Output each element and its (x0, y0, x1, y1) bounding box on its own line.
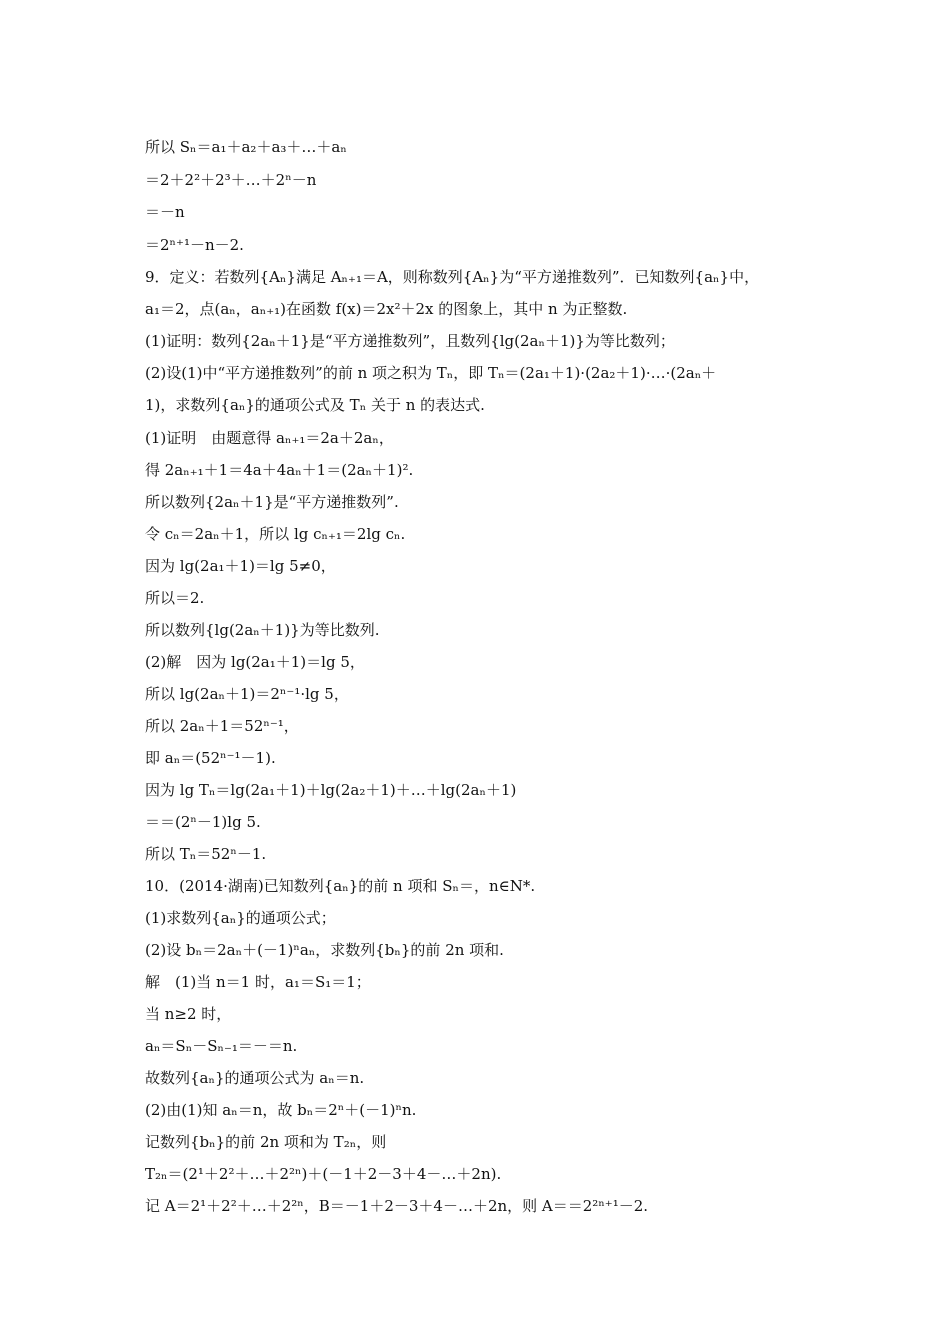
text-line: 当 n≥2 时， (145, 1005, 232, 1023)
text-line: 1)，求数列{aₙ}的通项公式及 Tₙ 关于 n 的表达式. (145, 396, 485, 414)
text-line: (2)由(1)知 aₙ＝n，故 bₙ＝2ⁿ＋(－1)ⁿn. (145, 1101, 417, 1119)
text-line: 故数列{aₙ}的通项公式为 aₙ＝n. (145, 1069, 365, 1087)
text-line: 所以 lg(2aₙ＋1)＝2ⁿ⁻¹·lg 5， (145, 685, 349, 703)
text-line: 得 2aₙ₊₁＋1＝4a＋4aₙ＋1＝(2aₙ＋1)². (145, 461, 414, 479)
text-line: T₂ₙ＝(2¹＋2²＋…＋2²ⁿ)＋(－1＋2－3＋4－…＋2n). (145, 1165, 502, 1183)
text-line: 因为 lg Tₙ＝lg(2a₁＋1)＋lg(2a₂＋1)＋…＋lg(2aₙ＋1) (145, 781, 517, 799)
text-line: (1)求数列{aₙ}的通项公式； (145, 909, 336, 927)
text-line: (2)设 bₙ＝2aₙ＋(－1)ⁿaₙ，求数列{bₙ}的前 2n 项和. (145, 941, 504, 959)
text-line: a₁＝2，点(aₙ，aₙ₊₁)在函数 f(x)＝2x²＋2x 的图象上，其中 n 为正整数. (145, 300, 628, 318)
problem-9-statement: 9．定义：若数列{Aₙ}满足 Aₙ₊₁＝A，则称数列{Aₙ}为“平方递推数列”．已知数列{aₙ}中， (145, 268, 760, 286)
text-line: (1)证明：数列{2aₙ＋1}是“平方递推数列”，且数列{lg(2aₙ＋1)}为等比数列； (145, 332, 675, 350)
text-line: (2)设(1)中“平方递推数列”的前 n 项之积为 Tₙ，即 Tₙ＝(2a₁＋1)·(2a₂＋1)·…·(2aₙ＋ (145, 364, 717, 382)
text-line: 令 cₙ＝2aₙ＋1，所以 lg cₙ₊₁＝2lg cₙ. (145, 525, 406, 543)
text-line: 所以＝2. (145, 589, 205, 607)
problem-10-statement: 10．(2014·湖南)已知数列{aₙ}的前 n 项和 Sₙ＝，n∈N*. (145, 877, 536, 895)
text-line: 记 A＝2¹＋2²＋…＋2²ⁿ，B＝－1＋2－3＋4－…＋2n，则 A＝＝2²ⁿ⁺¹－2. (145, 1197, 649, 1215)
text-line: 因为 lg(2a₁＋1)＝lg 5≠0， (145, 557, 336, 575)
text-line: ＝2＋2²＋2³＋…＋2ⁿ－n (145, 171, 317, 189)
text-line: 记数列{bₙ}的前 2n 项和为 T₂ₙ，则 (145, 1133, 387, 1151)
text-line: 所以数列{lg(2aₙ＋1)}为等比数列. (145, 621, 380, 639)
text-line: 即 aₙ＝(52ⁿ⁻¹－1). (145, 749, 276, 767)
text-line: ＝－n (145, 203, 185, 221)
text-line: 所以 Sₙ＝a₁＋a₂＋a₃＋…＋aₙ (145, 138, 347, 156)
text-line: aₙ＝Sₙ－Sₙ₋₁＝－＝n. (145, 1037, 298, 1055)
text-line: 所以 2aₙ＋1＝52ⁿ⁻¹， (145, 717, 299, 735)
text-line: ＝＝(2ⁿ－1)lg 5. (145, 813, 261, 831)
text-line: 所以 Tₙ＝52ⁿ－1. (145, 845, 267, 863)
text-line: 解 (1)当 n＝1 时，a₁＝S₁＝1； (145, 973, 371, 991)
text-line: (2)解 因为 lg(2a₁＋1)＝lg 5， (145, 653, 365, 671)
text-line: (1)证明 由题意得 aₙ₊₁＝2a＋2aₙ， (145, 429, 394, 447)
text-line: ＝2ⁿ⁺¹－n－2. (145, 236, 244, 254)
text-line: 所以数列{2aₙ＋1}是“平方递推数列”. (145, 493, 399, 511)
